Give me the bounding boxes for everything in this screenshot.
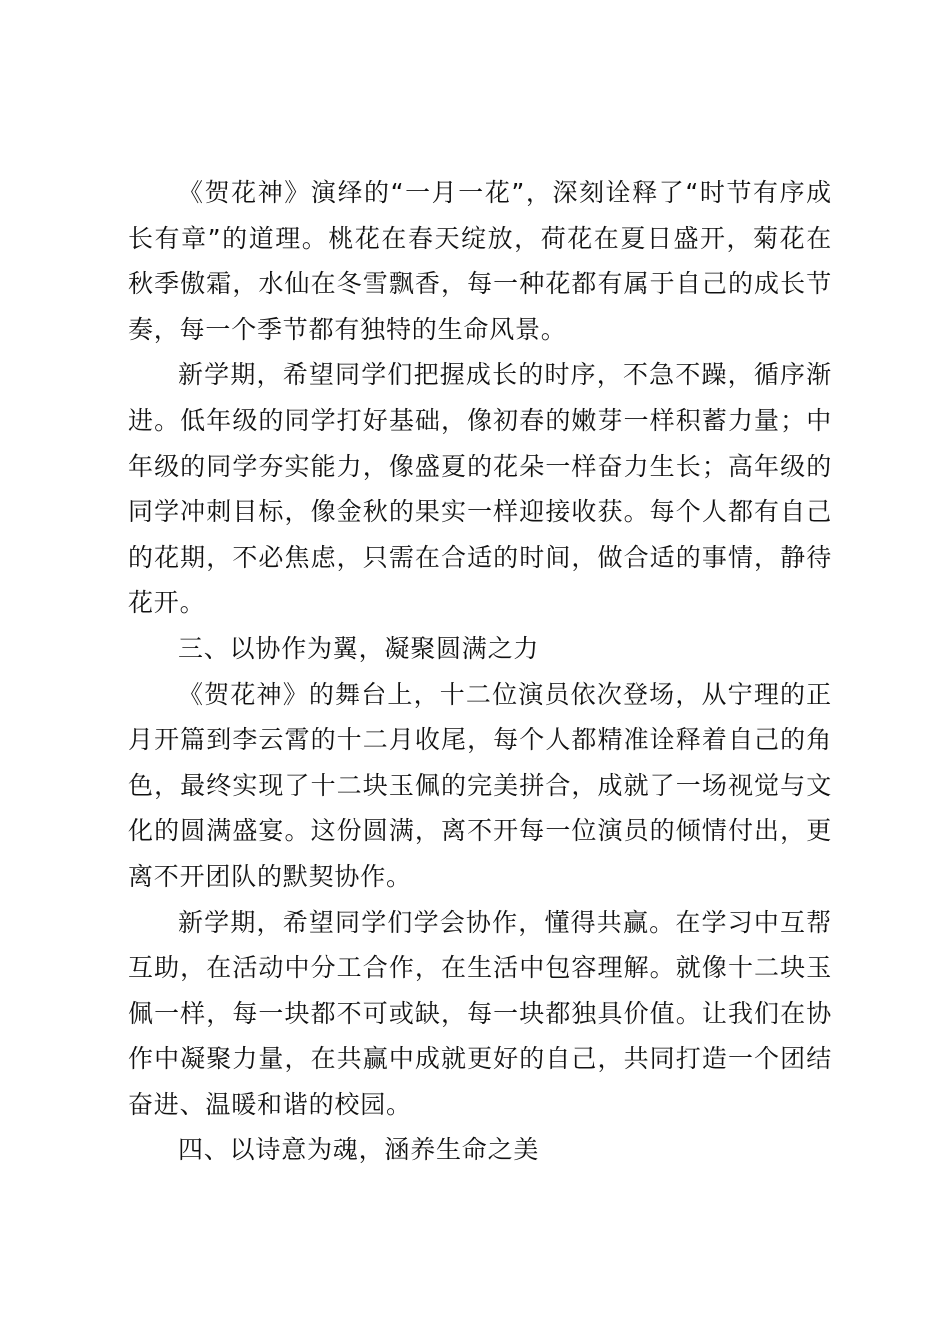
document-body (128, 170, 832, 1173)
paragraph-stage-twelve-actors: 《贺花神》的舞台上，十二位演员依次登场，从宁理的正月开篇到李云霄的十二月收尾，每个人都精准诠释着自己的角色，最终实现了十二块玉佩的完美拼合，成就了一场视觉与文化的圆满盛宴。这份圆满，离不开每一位演员的倾情付出，更离不开团队的默契协作。 (128, 679, 832, 891)
paragraph-cooperation: 新学期，希望同学们学会协作，懂得共赢。在学习中互帮互助，在活动中分工合作，在生活中包容理解。就像十二块玉佩一样，每一块都不可或缺，每一块都独具价值。让我们在协作中凝聚力量，在共赢中成就更好的自己，共同打造一个团结奋进、温暖和谐的校园。 (128, 907, 832, 1119)
paragraph-growth-timing: 新学期，希望同学们把握成长的时序，不急不躁，循序渐进。低年级的同学打好基础，像初春的嫩芽一样积蓄力量；中年级的同学夯实能力，像盛夏的花朵一样奋力生长；高年级的同学冲刺目标，像金秋的果实一样迎接收获。每个人都有自己的花期，不必焦虑，只需在合适的时间，做合适的事情，静待花开。 (128, 360, 832, 618)
section-heading-three: 三、以协作为翼，凝聚圆满之力 (178, 633, 540, 663)
paragraph-one-month-one-flower: 《贺花神》演绎的“一月一花”，深刻诠释了“时节有序成长有章”的道理。桃花在春天绽放，荷花在夏日盛开，菊花在秋季傲霜，水仙在冬雪飘香，每一种花都有属于自己的成长节奏，每一个季节都有独特的生命风景。 (128, 178, 832, 344)
section-heading-four: 四、以诗意为魂，涵养生命之美 (178, 1135, 540, 1165)
